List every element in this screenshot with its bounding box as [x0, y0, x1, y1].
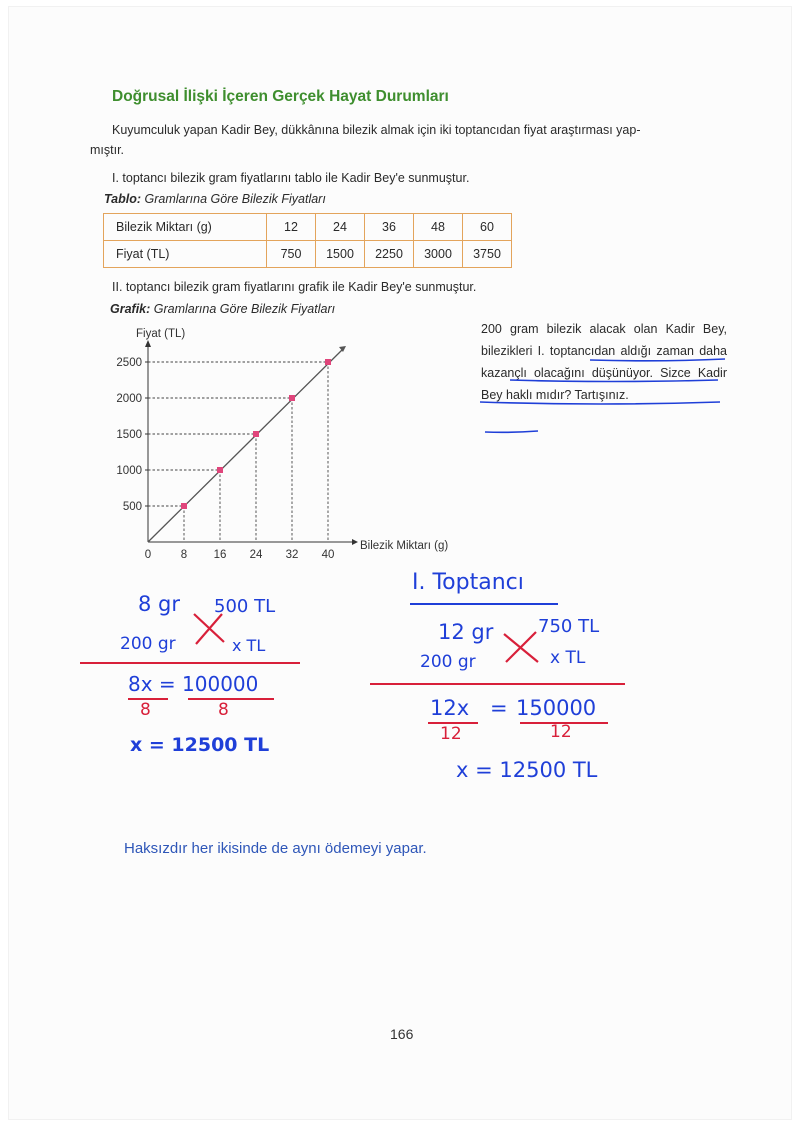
x-tick-label: 24	[249, 549, 263, 561]
table-cell: 24	[316, 214, 365, 241]
hw-right-line1-b: 750 TL	[538, 616, 600, 637]
data-point	[181, 503, 187, 509]
hw-right-cross-icon	[500, 628, 544, 668]
data-point	[253, 431, 259, 437]
answer-text: Haksızdır her ikisinde de aynı ödemeyi yapar.	[124, 840, 427, 857]
table-row	[104, 214, 512, 241]
x-tick-label: 16	[213, 549, 227, 561]
hw-right-eq-right: 150000	[516, 696, 597, 720]
y-axis-label: Fiyat (TL)	[136, 328, 186, 340]
wholesaler-2-text: II. toptancı bilezik gram fiyatlarını grafik ile Kadir Bey'e sunmuştur.	[112, 280, 477, 294]
hw-left-line2-a: 200 gr	[120, 634, 176, 654]
y-tick-label: 1500	[116, 429, 142, 441]
hw-left-fraction-bar-2	[188, 698, 274, 700]
y-axis-arrow-icon	[145, 340, 151, 347]
table-cell: 36	[365, 214, 414, 241]
x-tick-label: 8	[180, 549, 188, 561]
graph-caption-label: Grafik:	[110, 302, 151, 316]
hw-right-heading-underline	[410, 603, 558, 605]
table-cell: 60	[463, 214, 512, 241]
table-cell: 2250	[365, 241, 414, 268]
hw-right-denominator-1: 12	[440, 724, 462, 744]
y-tick-label: 500	[122, 501, 142, 513]
table-cell: 750	[267, 241, 316, 268]
hw-left-line1-a: 8 gr	[138, 592, 180, 616]
hw-left-result: x = 12500 TL	[130, 734, 270, 756]
hw-left-red-rule	[80, 662, 300, 664]
y-tick-label: 1000	[116, 465, 142, 477]
table-caption-text: Gramlarına Göre Bilezik Fiyatları	[144, 192, 326, 206]
table-row-header: Fiyat (TL)	[104, 241, 267, 268]
table-cell: 3750	[463, 241, 512, 268]
section-title: Doğrusal İlişki İçeren Gerçek Hayat Durumları	[112, 88, 449, 105]
table-row-header: Bilezik Miktarı (g)	[104, 214, 267, 241]
intro-line-2: mıştır.	[90, 143, 125, 157]
hw-left-denominator-1: 8	[140, 700, 151, 720]
wholesaler-1-text: I. toptancı bilezik gram fiyatlarını tablo ile Kadir Bey'e sunmuştur.	[112, 171, 470, 185]
hw-right-line2-a: 200 gr	[420, 652, 476, 672]
hw-left-line1-b: 500 TL	[214, 596, 276, 617]
question-text: 200 gram bilezik alacak olan Kadir Bey, bilezikleri I. toptancıdan aldığı zaman daha kazançlı olacağını düşünüyor. Sizce Kadir Bey haklı mıdır? Tartışınız.	[481, 322, 727, 402]
intro-line-1: Kuyumculuk yapan Kadir Bey, dükkânına bilezik almak için iki toptancıdan fiyat araştırması yap-	[112, 123, 641, 137]
table-cell: 3000	[414, 241, 463, 268]
graph-caption	[110, 302, 335, 316]
table-cell: 12	[267, 214, 316, 241]
series-line	[148, 348, 344, 542]
hw-left-line2-b: x TL	[232, 636, 266, 655]
hw-right-heading: I. Toptancı	[412, 570, 524, 595]
hw-right-line1-a: 12 gr	[438, 620, 494, 644]
hw-right-denominator-2: 12	[550, 722, 572, 742]
page-number: 166	[390, 1026, 414, 1042]
table-cell: 48	[414, 214, 463, 241]
x-tick-label: 0	[144, 549, 152, 561]
table-cell: 1500	[316, 241, 365, 268]
y-tick-label: 2000	[116, 393, 142, 405]
hw-left-denominator-2: 8	[218, 700, 229, 720]
data-point	[325, 359, 331, 365]
data-point	[289, 395, 295, 401]
hw-right-red-rule	[370, 683, 625, 685]
x-axis-arrow-icon	[352, 539, 358, 545]
data-point	[217, 467, 223, 473]
table-caption	[104, 192, 326, 206]
hw-right-line2-b: x TL	[550, 648, 586, 668]
x-axis-label: Bilezik Miktarı (g)	[360, 540, 449, 552]
graph-caption-text: Gramlarına Göre Bilezik Fiyatları	[153, 302, 336, 316]
hw-right-eq-left: 12x	[430, 696, 470, 720]
hw-left-equation: 8x = 100000	[128, 672, 259, 696]
y-tick-label: 2500	[116, 357, 142, 369]
price-table	[103, 213, 512, 268]
x-tick-label: 32	[285, 549, 299, 561]
x-tick-label: 40	[321, 549, 335, 561]
hw-right-eq-sign: =	[490, 696, 508, 720]
price-chart	[100, 320, 470, 565]
hw-right-result: x = 12500 TL	[456, 758, 598, 782]
hw-left-cross-icon	[190, 610, 230, 650]
table-caption-label: Tablo:	[104, 192, 142, 206]
table-row	[104, 241, 512, 268]
question-underlines	[480, 340, 730, 440]
